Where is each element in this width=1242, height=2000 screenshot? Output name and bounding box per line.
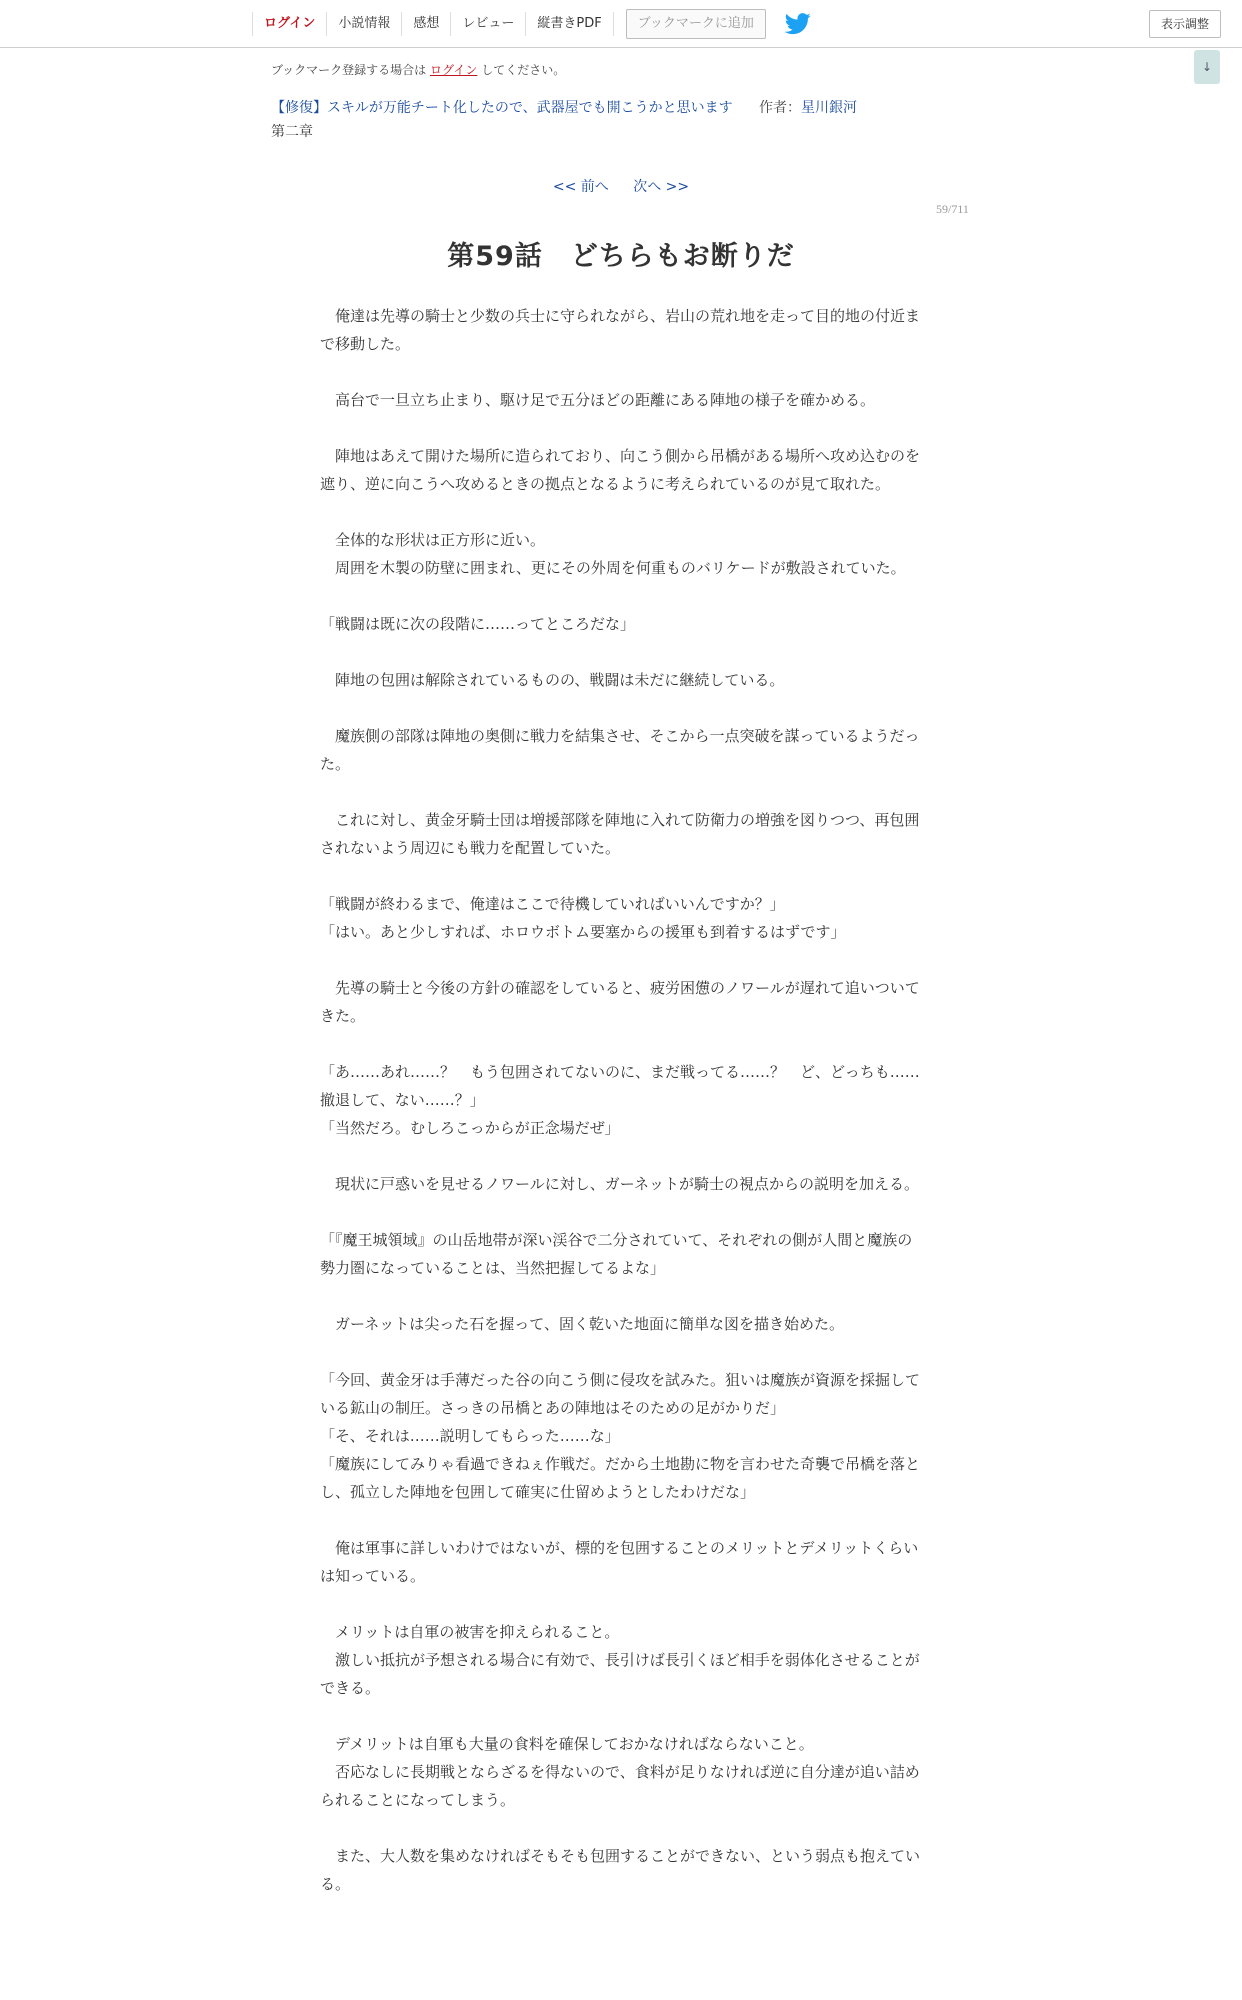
body-paragraph: また、大人数を集めなければそもそも包囲することができない、という弱点も抱えている。 <box>320 1847 921 1893</box>
blank-line <box>320 1814 920 1842</box>
body-paragraph: 「そ、それは……説明してもらった……な」 <box>320 1427 620 1445</box>
body-paragraph: メリットは自軍の被害を抑えられること。 <box>320 1623 620 1641</box>
body-paragraph: ガーネットは尖った石を握って、固く乾いた地面に簡単な図を描き始めた。 <box>320 1315 844 1333</box>
nav-impressions-link[interactable]: 感想 <box>401 12 450 36</box>
nav-login-link[interactable]: ログイン <box>252 12 326 36</box>
body-paragraph: 激しい抵抗が予想される場合に有効で、長引けば長引くほど相手を弱体化させることができる。 <box>320 1651 920 1697</box>
blank-line <box>320 778 920 806</box>
notice-text-after: してください。 <box>481 63 566 77</box>
body-paragraph: 「あ……あれ……？ もう包囲されてないのに、まだ戦ってる……？ ど、どっちも……撤退して、ない……？」 <box>320 1063 920 1109</box>
novel-header <box>271 97 857 117</box>
prev-episode-link[interactable]: << 前へ <box>552 179 609 195</box>
body-paragraph: 「当然だろ。むしろこっからが正念場だぜ」 <box>320 1119 620 1137</box>
nav-novel-info-link[interactable]: 小説情報 <box>326 12 401 36</box>
main-nav <box>252 0 812 47</box>
bookmark-notice <box>271 61 565 78</box>
blank-line <box>320 358 920 386</box>
author-label: 作者： <box>759 100 802 116</box>
blank-line <box>320 946 920 974</box>
novel-title-link[interactable]: 【修復】スキルが万能チート化したので、武器屋でも開こうかと思います <box>271 100 733 116</box>
add-bookmark-button[interactable]: ブックマークに追加 <box>626 9 766 39</box>
body-paragraph: 否応なしに長期戦とならざるを得ないので、食料が足りなければ逆に自分達が追い詰められることになってしまう。 <box>320 1763 920 1809</box>
body-paragraph: 魔族側の部隊は陣地の奥側に戦力を結集させ、そこから一点突破を謀っているようだった。 <box>320 727 920 773</box>
episode-pager <box>0 176 1242 196</box>
blank-line <box>320 638 920 666</box>
body-paragraph: 「戦闘が終わるまで、俺達はここで待機していればいいんですか？」 <box>320 895 785 913</box>
body-paragraph: 高台で一旦立ち止まり、駆け足で五分ほどの距離にある陣地の様子を確かめる。 <box>320 391 876 409</box>
body-paragraph: デメリットは自軍も大量の食料を確保しておかなければならないこと。 <box>320 1735 814 1753</box>
body-paragraph: 陣地の包囲は解除されているものの、戦闘は未だに継続している。 <box>320 671 785 689</box>
blank-line <box>320 1030 920 1058</box>
body-paragraph: 「魔族にしてみりゃ看過できねぇ作戦だ。だから土地勘に物を言わせた奇襲で吊橋を落とし、孤立した陣地を包囲して確実に仕留めようとしたわけだな」 <box>320 1455 921 1501</box>
body-paragraph: 陣地はあえて開けた場所に造られており、向こう側から吊橋がある場所へ攻め込むのを遮り、逆に向こうへ攻めるときの拠点となるように考えられているのが見て取れた。 <box>320 447 921 493</box>
notice-login-link[interactable]: ログイン <box>430 63 478 77</box>
blank-line <box>320 1338 920 1366</box>
blank-line <box>320 1198 920 1226</box>
blank-line <box>320 1506 920 1534</box>
blank-line <box>320 1702 920 1730</box>
notice-text-before: ブックマーク登録する場合は <box>271 63 427 77</box>
chapter-title: 第二章 <box>271 124 313 140</box>
body-paragraph: 俺達は先導の騎士と少数の兵士に守られながら、岩山の荒れ地を走って目的地の付近まで移動した。 <box>320 307 921 353</box>
episode-title: 第59話 どちらもお断りだ <box>447 241 795 272</box>
blank-line <box>320 498 920 526</box>
body-paragraph: 俺は軍事に詳しいわけではないが、標的を包囲することのメリットとデメリットくらいは知っている。 <box>320 1539 919 1585</box>
body-paragraph: 「『魔王城領域』の山岳地帯が深い渓谷で二分されていて、それぞれの側が人間と魔族の勢力圏になっていることは、当然把握してるよな」 <box>320 1231 913 1277</box>
nav-vertical-pdf-link[interactable]: 縦書きPDF <box>525 12 613 36</box>
body-paragraph: 全体的な形状は正方形に近い。 <box>320 531 546 549</box>
blank-line <box>320 414 920 442</box>
body-paragraph: 「はい。あと少しすれば、ホロウボトム要塞からの援軍も到着するはずです」 <box>320 923 846 941</box>
scroll-down-button[interactable]: ↓ <box>1194 50 1220 84</box>
nav-review-link[interactable]: レビュー <box>450 12 525 36</box>
body-paragraph: 先導の騎士と今後の方針の確認をしていると、疲労困憊のノワールが遅れて追いついてきた。 <box>320 979 920 1025</box>
display-settings-button[interactable]: 表示調整 <box>1149 10 1221 38</box>
body-paragraph: 現状に戸惑いを見せるノワールに対し、ガーネットが騎士の視点からの説明を加える。 <box>320 1175 919 1193</box>
novel-body <box>320 302 920 1898</box>
body-paragraph: 「戦闘は既に次の段階に……ってところだな」 <box>320 615 636 633</box>
blank-line <box>320 1142 920 1170</box>
blank-line <box>320 862 920 890</box>
blank-line <box>320 1590 920 1618</box>
body-paragraph: 「今回、黄金牙は手薄だった谷の向こう側に侵攻を試みた。狙いは魔族が資源を採掘している鉱山の制圧。さっきの吊橋とあの陣地はそのための足がかりだ」 <box>320 1371 921 1417</box>
twitter-icon[interactable] <box>784 13 812 35</box>
author-link[interactable]: 星川銀河 <box>801 100 858 116</box>
next-episode-link[interactable]: 次へ >> <box>633 179 690 195</box>
body-paragraph: これに対し、黄金牙騎士団は増援部隊を陣地に入れて防衛力の増強を図りつつ、再包囲されないよう周辺にも戦力を配置していた。 <box>320 811 920 857</box>
episode-count: 59/711 <box>936 202 969 216</box>
top-navigation-bar <box>0 0 1242 48</box>
body-paragraph: 周囲を木製の防壁に囲まれ、更にその外周を何重ものバリケードが敷設されていた。 <box>320 559 906 577</box>
blank-line <box>320 1282 920 1310</box>
blank-line <box>320 582 920 610</box>
blank-line <box>320 694 920 722</box>
